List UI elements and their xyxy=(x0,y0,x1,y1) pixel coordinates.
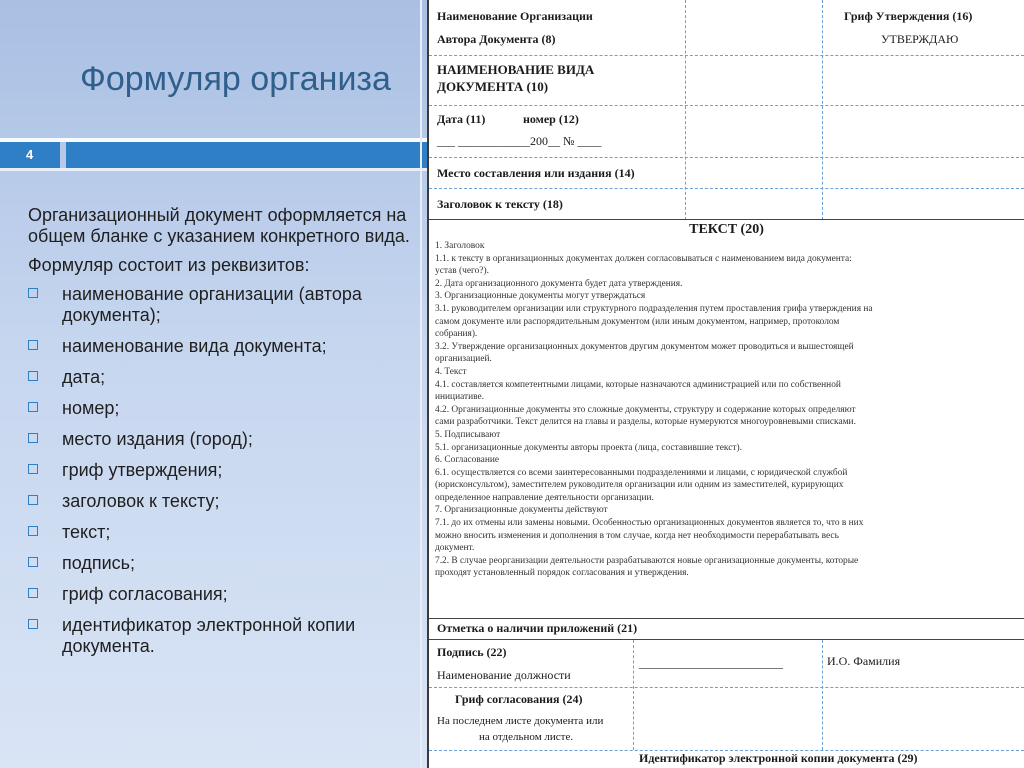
text-line: инициативе. xyxy=(435,392,484,403)
requisites-list xyxy=(28,284,423,657)
signature-line: ________________________ xyxy=(639,656,783,670)
square-bullet-icon xyxy=(28,526,38,536)
square-bullet-icon xyxy=(28,495,38,505)
org-author-label: Автора Документа (8) xyxy=(437,32,556,46)
agreement-note-2: на отдельном листе. xyxy=(479,731,574,743)
form-row-agreement xyxy=(429,688,1024,751)
list-item: идентификатор электронной копии документа. xyxy=(28,615,423,657)
text-line: 7.1. до их отмены или замены новыми. Особенностью организационных документов является то, что в них xyxy=(435,518,864,529)
list-item: заголовок к тексту; xyxy=(28,491,423,512)
text-line: 3.1. руководителем организации или структурного подразделения путем проставления грифа утверждения на xyxy=(435,303,873,314)
square-bullet-icon xyxy=(28,402,38,412)
number-label: номер (12) xyxy=(523,112,579,126)
agreement-label: Гриф согласования (24) xyxy=(455,692,583,706)
text-line: 2. Дата организационного документа будет дата утверждения. xyxy=(435,278,683,289)
text-line: 6. Согласование xyxy=(435,455,500,466)
document-form-image xyxy=(427,0,1024,768)
date-label: Дата (11) xyxy=(437,112,486,126)
slide-divider xyxy=(420,0,422,768)
form-row-place xyxy=(429,158,1024,189)
square-bullet-icon xyxy=(28,371,38,381)
text-line: 1. Заголовок xyxy=(435,241,485,251)
attachment-label: Отметка о наличии приложений (21) xyxy=(437,621,638,635)
list-item: номер; xyxy=(28,398,423,419)
text-line: документ. xyxy=(435,543,475,554)
list-item: гриф утверждения; xyxy=(28,460,423,481)
form-row-heading xyxy=(429,189,1024,220)
place-label: Место составления или издания (14) xyxy=(437,166,635,180)
text-line: 7. Организационные документы действуют xyxy=(435,505,608,516)
text-line: устав (чего?). xyxy=(435,266,489,277)
text-line: определенное направление деятельности организации. xyxy=(435,492,654,503)
text-line: 4.1. составляется компетентными лицами, которые назначаются администрацией или по собственной xyxy=(435,379,841,390)
text-line: 6.1. осуществляется со всеми заинтересованными подразделениями и лицами, с юридической службой xyxy=(435,467,848,478)
intro-paragraph: Организационный документ оформляется на общем бланке с указанием конкретного вида. xyxy=(28,205,410,246)
electronic-id-label: Идентификатор электронной копии документа (29) xyxy=(639,751,918,765)
text-line: 4. Текст xyxy=(435,366,467,377)
list-item: дата; xyxy=(28,367,423,388)
text-line: организацией. xyxy=(435,354,492,365)
list-item: текст; xyxy=(28,522,423,543)
list-item: место издания (город); xyxy=(28,429,423,450)
square-bullet-icon xyxy=(28,557,38,567)
form-text-block xyxy=(429,220,1024,619)
form-row-org xyxy=(429,0,1024,56)
square-bullet-icon xyxy=(28,433,38,443)
text-line: (юрисконсультом), заместителем руководителя организации или одним из заместителей, курирующих xyxy=(435,480,844,491)
slide-number: 4 xyxy=(0,142,60,168)
text-line: 4.2. Организационные документы это сложные документы, структуру и содержание которых определяют xyxy=(435,404,856,415)
form-row-date xyxy=(429,106,1024,158)
doc-type-label: НАИМЕНОВАНИЕ ВИДА xyxy=(437,62,595,77)
approve-word: УТВЕРЖДАЮ xyxy=(881,32,959,46)
text-line: 3.2. Утверждение организационных документов другим документом может проводиться и вышестоящей xyxy=(435,341,854,352)
heading-label: Заголовок к тексту (18) xyxy=(437,197,563,211)
square-bullet-icon xyxy=(28,619,38,629)
list-item: подпись; xyxy=(28,553,423,574)
signer-name: И.О. Фамилия xyxy=(827,654,901,668)
doc-type-label-2: ДОКУМЕНТА (10) xyxy=(437,79,549,94)
text-line: проходят установленный порядок согласования и утверждения. xyxy=(435,568,689,579)
text-line: сами разработчики. Текст делится на главы и разделы, которые нумеруются многоуровневыми списками. xyxy=(435,417,856,428)
form-row-doctype xyxy=(429,56,1024,106)
square-bullet-icon xyxy=(28,288,38,298)
text-line: можно вносить изменения и дополнения в том случае, когда нет необходимости перерабатывать весь xyxy=(435,530,839,541)
text-line: 5. Подписывают xyxy=(435,429,501,440)
text-line: собрания). xyxy=(435,329,478,340)
approval-stamp-label: Гриф Утверждения (16) xyxy=(844,9,973,23)
accent-strip xyxy=(0,168,430,171)
agreement-note: На последнем листе документа или xyxy=(437,715,604,727)
form-row-signature xyxy=(429,640,1024,688)
subheading: Формуляр состоит из реквизитов: xyxy=(28,255,310,275)
signature-label: Подпись (22) xyxy=(437,645,507,659)
slide-body xyxy=(28,205,423,667)
list-item: наименование вида документа; xyxy=(28,336,423,357)
form-row-attachments xyxy=(429,619,1024,640)
square-bullet-icon xyxy=(28,464,38,474)
slide-title: Формуляр организа xyxy=(80,60,391,98)
org-name-label: Наименование Организации xyxy=(437,9,593,23)
square-bullet-icon xyxy=(28,588,38,598)
text-line: 1.1. к тексту в организационных документах должен согласовываться с наименованием вида документа: xyxy=(435,253,852,264)
text-lines xyxy=(435,240,1020,580)
text-title: ТЕКСТ (20) xyxy=(689,222,764,237)
date-number-line: ___ ____________200__ № ____ xyxy=(437,134,602,148)
text-line: 7.2. В случае реорганизации деятельности разрабатываются новые организационные документы, которые xyxy=(435,555,859,566)
position-label: Наименование должности xyxy=(437,668,571,682)
accent-band xyxy=(66,142,436,168)
list-item: гриф согласования; xyxy=(28,584,423,605)
text-line: самом документе или распорядительным документом (или иным документом, например, протоколом xyxy=(435,316,840,327)
square-bullet-icon xyxy=(28,340,38,350)
text-line: 3. Организационные документы могут утверждаться xyxy=(435,291,646,302)
text-line: 5.1. организационные документы авторы проекта (лица, составившие текст). xyxy=(435,442,742,453)
list-item: наименование организации (автора документа); xyxy=(28,284,423,326)
